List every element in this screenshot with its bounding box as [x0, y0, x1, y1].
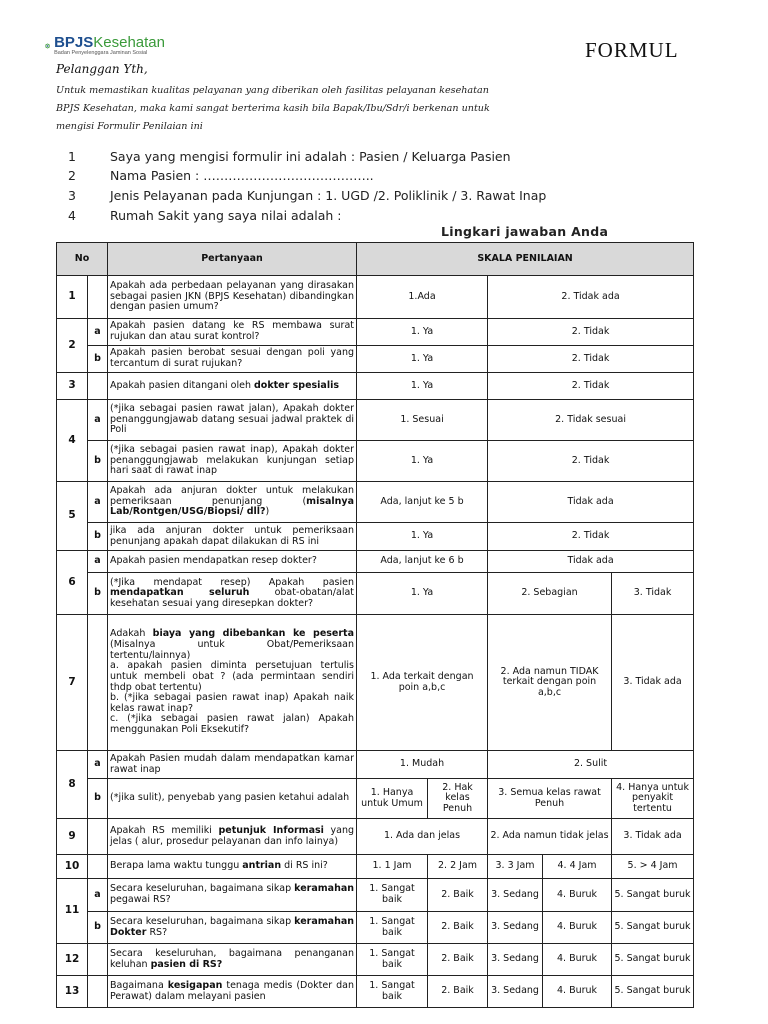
- intro-line-1: Untuk memastikan kualitas pelayanan yang diberikan oleh fasilitas pelayanan kesehatan: [56, 85, 489, 96]
- answer-option[interactable]: 3. 3 Jam: [488, 855, 543, 879]
- answer-option[interactable]: 3. Sedang: [488, 944, 543, 976]
- answer-option[interactable]: 1. Sangat baik: [357, 912, 428, 944]
- answer-option[interactable]: 3. Sedang: [488, 976, 543, 1008]
- answer-option[interactable]: 3. Semua kelas rawat Penuh: [488, 779, 612, 819]
- answer-option[interactable]: 2. Tidak sesuai: [488, 400, 694, 441]
- answer-option[interactable]: 1. Hanya untuk Umum: [357, 779, 428, 819]
- answer-option[interactable]: 4. Buruk: [543, 912, 612, 944]
- question-1: 1 Saya yang mengisi formulir ini adalah : Pasien / Keluarga Pasien: [68, 149, 511, 164]
- answer-option[interactable]: 5. > 4 Jam: [612, 855, 694, 879]
- table-row: b jika ada anjuran dokter untuk pemeriksaan penunjang apakah dapat dilakukan di RS ini 1. Ya 2. Tidak: [57, 523, 694, 551]
- answer-option[interactable]: 2. 2 Jam: [428, 855, 488, 879]
- header-scale: SKALA PENILAIAN: [357, 243, 694, 276]
- answer-option[interactable]: 2. Baik: [428, 976, 488, 1008]
- bpjs-emblem-icon: [45, 33, 50, 59]
- table-row: b (*jika sebagai pasien rawat inap), Apakah dokter penanggungjawab melakukan kunjungan setiap hari saat di rawat inap 1. Ya 2. Tidak: [57, 441, 694, 482]
- table-row: 12 Secara keseluruhan, bagaimana penanganan keluhan pasien di RS? 1. Sangat baik 2. Baik 3. Sedang 4. Buruk 5. Sangat buruk: [57, 944, 694, 976]
- answer-option[interactable]: 1. Ya: [357, 373, 488, 400]
- logo-subtitle: Badan Penyelenggara Jaminan Sosial: [54, 50, 148, 57]
- answer-option[interactable]: 1. Ya: [357, 441, 488, 482]
- answer-option[interactable]: Ada, lanjut ke 5 b: [357, 482, 488, 523]
- table-row: 10 Berapa lama waktu tunggu antrian di RS ini? 1. 1 Jam 2. 2 Jam 3. 3 Jam 4. 4 Jam 5. > 4 Jam: [57, 855, 694, 879]
- answer-option[interactable]: 2. Tidak: [488, 523, 694, 551]
- answer-option[interactable]: 1. Ya: [357, 319, 488, 346]
- intro-line-2: BPJS Kesehatan, maka kami sangat berterima kasih bila Bapak/Ibu/Sdr/i berkenan untuk: [56, 103, 490, 114]
- answer-option[interactable]: 2. Tidak: [488, 346, 694, 373]
- form-title: FORMUL: [585, 38, 679, 62]
- table-row: b (*jika sulit), penyebab yang pasien ketahui adalah 1. Hanya untuk Umum 2. Hak kelas Penuh 3. Semua kelas rawat Penuh 4. Hanya untuk penyakit tertentu: [57, 779, 694, 819]
- answer-option[interactable]: 3. Tidak ada: [612, 819, 694, 855]
- answer-option[interactable]: 1. Ya: [357, 523, 488, 551]
- header-question: Pertanyaan: [108, 243, 357, 276]
- answer-option[interactable]: 2. Hak kelas Penuh: [428, 779, 488, 819]
- answer-option[interactable]: 1.Ada: [357, 276, 488, 319]
- answer-option[interactable]: 2. Sebagian: [488, 573, 612, 615]
- answer-option[interactable]: 1. Sangat baik: [357, 879, 428, 912]
- answer-option[interactable]: 1. Sesuai: [357, 400, 488, 441]
- table-row: 3 Apakah pasien ditangani oleh dokter spesialis 1. Ya 2. Tidak: [57, 373, 694, 400]
- answer-option[interactable]: 1. Ya: [357, 346, 488, 373]
- answer-option[interactable]: 5. Sangat buruk: [612, 976, 694, 1008]
- answer-option[interactable]: 2. Sulit: [488, 751, 694, 779]
- question-2: 2 Nama Pasien : …………………………………..: [68, 168, 374, 183]
- answer-option[interactable]: 5. Sangat buruk: [612, 912, 694, 944]
- answer-option[interactable]: 2. Tidak: [488, 441, 694, 482]
- answer-option[interactable]: 3. Tidak: [612, 573, 694, 615]
- answer-option[interactable]: 1. Ada terkait dengan poin a,b,c: [357, 615, 488, 751]
- answer-option[interactable]: 5. Sangat buruk: [612, 879, 694, 912]
- table-row: 6 a Apakah pasien mendapatkan resep dokter? Ada, lanjut ke 6 b Tidak ada: [57, 551, 694, 573]
- answer-option[interactable]: 2. Tidak: [488, 373, 694, 400]
- answer-option[interactable]: 4. Buruk: [543, 944, 612, 976]
- header-no: No: [57, 243, 108, 276]
- answer-option[interactable]: 3. Sedang: [488, 912, 543, 944]
- bpjs-logo: [45, 30, 165, 62]
- answer-option[interactable]: 3. Tidak ada: [612, 615, 694, 751]
- answer-option[interactable]: 1. Sangat baik: [357, 976, 428, 1008]
- table-row: 1 Apakah ada perbedaan pelayanan yang dirasakan sebagai pasien JKN (BPJS Kesehatan) dibandingkan dengan pasien umum? 1.Ada 2. Tidak ada: [57, 276, 694, 319]
- table-row: 5 a Apakah ada anjuran dokter untuk melakukan pemeriksaan penunjang (misalnya Lab/Rontgen/USG/Biopsi/ dll?) Ada, lanjut ke 5 b Tidak ada: [57, 482, 694, 523]
- answer-option[interactable]: 2. Baik: [428, 912, 488, 944]
- answer-option[interactable]: 4. Buruk: [543, 879, 612, 912]
- question-4: 4 Rumah Sakit yang saya nilai adalah :: [68, 208, 342, 223]
- answer-option[interactable]: 4. 4 Jam: [543, 855, 612, 879]
- answer-option[interactable]: 4. Buruk: [543, 976, 612, 1008]
- rating-table: [56, 242, 694, 1008]
- table-row: b Secara keseluruhan, bagaimana sikap keramahan Dokter RS? 1. Sangat baik 2. Baik 3. Sedang 4. Buruk 5. Sangat buruk: [57, 912, 694, 944]
- greeting: Pelanggan Yth,: [56, 62, 148, 76]
- answer-option[interactable]: 2. Baik: [428, 944, 488, 976]
- answer-option[interactable]: 2. Ada namun tidak jelas: [488, 819, 612, 855]
- table-row: 11 a Secara keseluruhan, bagaimana sikap keramahan pegawai RS? 1. Sangat baik 2. Baik 3. Sedang 4. Buruk 5. Sangat buruk: [57, 879, 694, 912]
- answer-option[interactable]: Tidak ada: [488, 482, 694, 523]
- table-row: 4 a (*jika sebagai pasien rawat jalan), Apakah dokter penanggungjawab datang sesuai jadwal praktek di Poli 1. Sesuai 2. Tidak sesuai: [57, 400, 694, 441]
- table-row: b (*Jika mendapat resep) Apakah pasien mendapatkan seluruh obat-obatan/alat kesehatan sesuai yang diresepkan dokter? 1. Ya 2. Sebagian 3. Tidak: [57, 573, 694, 615]
- answer-option[interactable]: 4. Hanya untuk penyakit tertentu: [612, 779, 694, 819]
- answer-option[interactable]: Tidak ada: [488, 551, 694, 573]
- table-row: 9 Apakah RS memiliki petunjuk Informasi yang jelas ( alur, prosedur pelayanan dan info lainya) 1. Ada dan jelas 2. Ada namun tidak jelas 3. Tidak ada: [57, 819, 694, 855]
- answer-option[interactable]: 1. Mudah: [357, 751, 488, 779]
- logo-brand-name: BPJSKesehatan: [54, 34, 165, 52]
- question-3: 3 Jenis Pelayanan pada Kunjungan : 1. UGD /2. Poliklinik / 3. Rawat Inap: [68, 188, 547, 203]
- answer-option[interactable]: 5. Sangat buruk: [612, 944, 694, 976]
- intro-line-3: mengisi Formulir Penilaian ini: [56, 121, 203, 132]
- answer-option[interactable]: 1. 1 Jam: [357, 855, 428, 879]
- answer-option[interactable]: 1. Ya: [357, 573, 488, 615]
- answer-option[interactable]: 3. Sedang: [488, 879, 543, 912]
- table-row: 8 a Apakah Pasien mudah dalam mendapatkan kamar rawat inap 1. Mudah 2. Sulit: [57, 751, 694, 779]
- answer-option[interactable]: 2. Tidak: [488, 319, 694, 346]
- table-row: b Apakah pasien berobat sesuai dengan poli yang tercantum di surat rujukan? 1. Ya 2. Tidak: [57, 346, 694, 373]
- table-header-row: [57, 243, 694, 276]
- answer-option[interactable]: 2. Baik: [428, 879, 488, 912]
- answer-option[interactable]: 2. Ada namun TIDAK terkait dengan poin a,b,c: [488, 615, 612, 751]
- answer-option[interactable]: 1. Sangat baik: [357, 944, 428, 976]
- table-row: 7 Adakah biaya yang dibebankan ke peserta (Misalnya untuk Obat/Pemeriksaan tertentu/lainnya) a. apakah pasien diminta persetujuan tertulis untuk membeli obat ? (ada permintaan sendiri thdp obat tertentu) b. (*jika sebagai pasien rawat inap) Apakah naik kelas rawat inap? c. (*jika sebagai pasien rawat jalan) Apakah menggunakan Poli Eksekutif? 1. Ada terkait dengan poin a,b,c 2. Ada namun TIDAK terkait dengan poin a,b,c 3. Tidak ada: [57, 615, 694, 751]
- table-row: 2 a Apakah pasien datang ke RS membawa surat rujukan dan atau surat kontrol? 1. Ya 2. Tidak: [57, 319, 694, 346]
- answer-option[interactable]: Ada, lanjut ke 6 b: [357, 551, 488, 573]
- answer-option[interactable]: 2. Tidak ada: [488, 276, 694, 319]
- table-row: 13 Bagaimana kesigapan tenaga medis (Dokter dan Perawat) dalam melayani pasien 1. Sangat baik 2. Baik 3. Sedang 4. Buruk 5. Sangat buruk: [57, 976, 694, 1008]
- answer-option[interactable]: 1. Ada dan jelas: [357, 819, 488, 855]
- instruction-text: Lingkari jawaban Anda: [441, 224, 609, 239]
